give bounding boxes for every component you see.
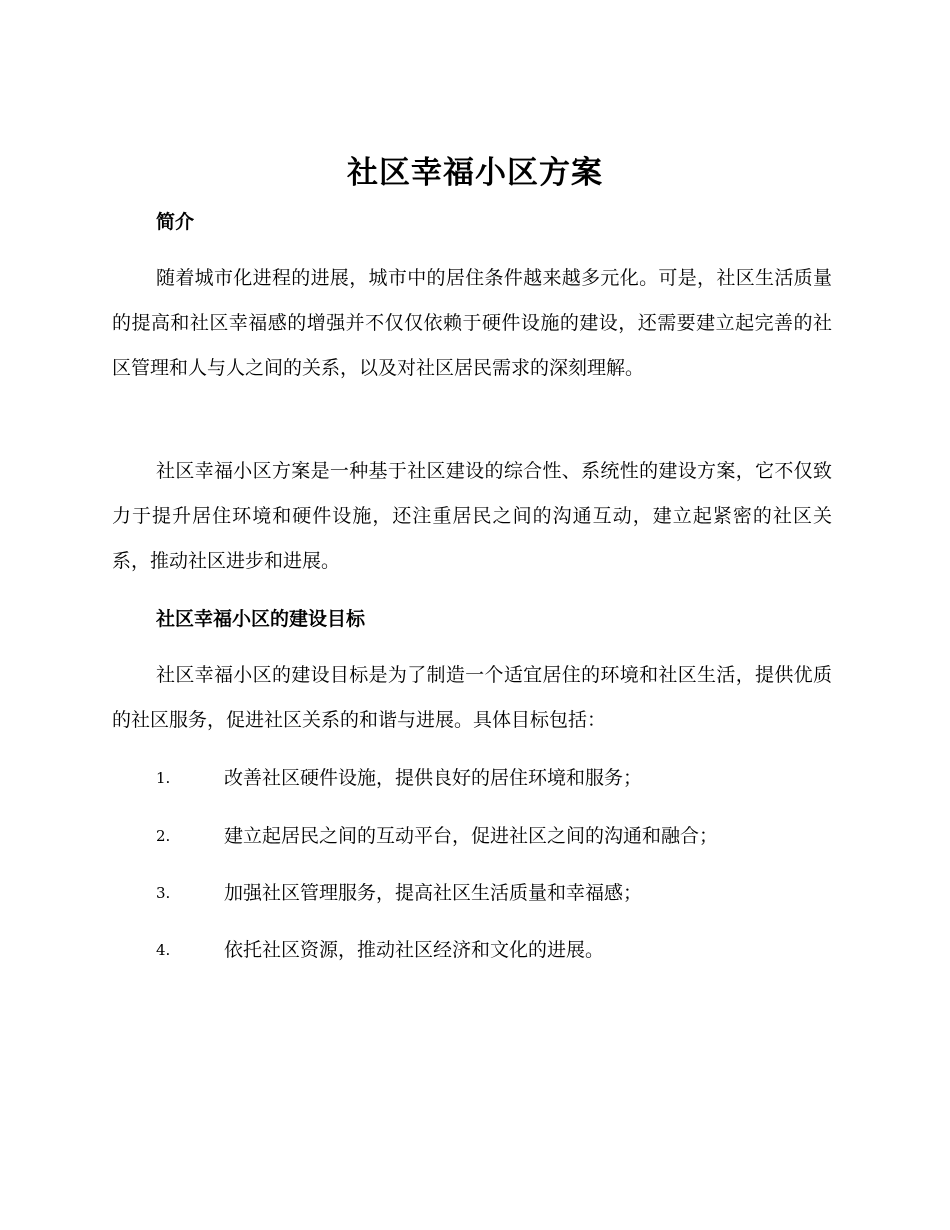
section-heading-goals: 社区幸福小区的建设目标 [156,608,366,630]
list-number: 1. [156,769,171,787]
list-number: 4. [156,941,171,959]
list-text: 改善社区硬件设施，提供良好的居住环境和服务； [224,767,643,789]
list-text: 建立起居民之间的互动平台，促进社区之间的沟通和融合； [224,825,719,847]
goals-paragraph: 社区幸福小区的建设目标是为了制造一个适宜居住的环境和社区生活，提供优质的社区服务，促进社区关系的和谐与进展。具体目标包括： [112,664,832,731]
document-title: 社区幸福小区方案 [347,155,603,191]
section-heading-intro: 简介 [156,211,195,233]
list-text: 加强社区管理服务，提高社区生活质量和幸福感； [224,882,643,904]
list-text: 依托社区资源，推动社区经济和文化的进展。 [224,939,605,961]
intro-paragraph-1: 随着城市化进程的进展，城市中的居住条件越来越多元化。可是，社区生活质量的提高和社区幸福感的增强并不仅仅依赖于硬件设施的建设，还需要建立起完善的社区管理和人与人之间的关系，以及对社区居民需求的深刻理解。 [112,267,832,379]
list-number: 2. [156,827,171,845]
list-number: 3. [156,884,171,902]
intro-paragraph-2: 社区幸福小区方案是一种基于社区建设的综合性、系统性的建设方案，它不仅致力于提升居住环境和硬件设施，还注重居民之间的沟通互动，建立起紧密的社区关系，推动社区进步和进展。 [112,460,832,572]
